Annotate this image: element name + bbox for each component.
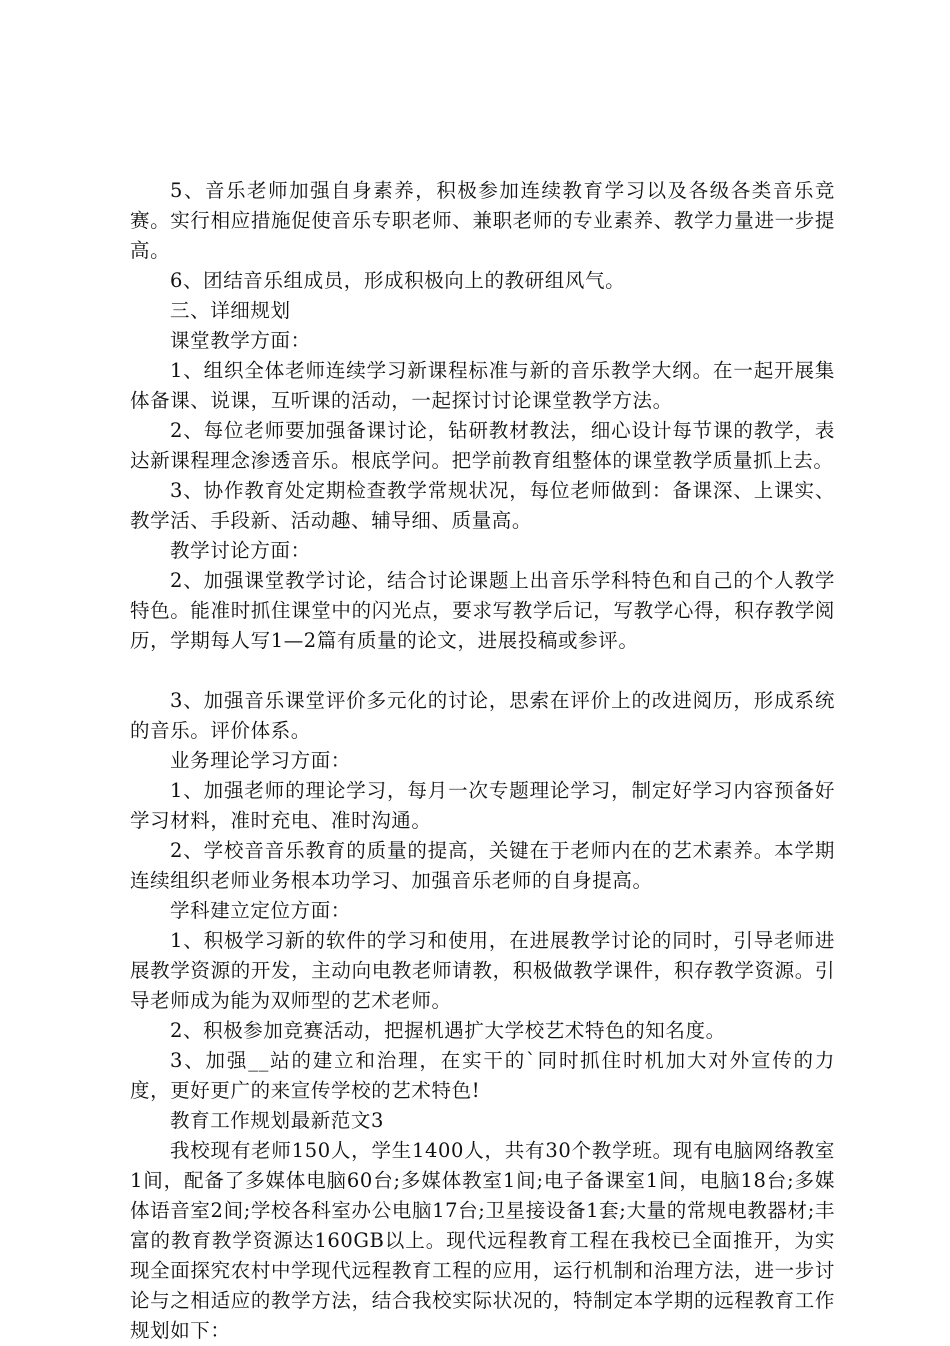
subheading-sample-3: 教育工作规划最新范文3 <box>170 1109 385 1132</box>
paragraph-discipline-3: 3、加强__站的建立和治理，在实干的`同时抓住时机加大对外宣传的力度，更好更广的来宣传学校的艺术特色! <box>130 1049 835 1102</box>
blank-line <box>130 656 835 686</box>
paragraph-discipline-2: 2、积极参加竞赛活动，把握机遇扩大学校艺术特色的知名度。 <box>170 1019 726 1042</box>
subheading-discipline: 学科建立定位方面： <box>170 899 351 922</box>
paragraph-classroom-1: 1、组织全体老师连续学习新课程标准与新的音乐教学大纲。在一起开展集体备课、说课，互听课的活动，一起探讨讨论课堂教学方法。 <box>130 359 835 412</box>
paragraph-theory-2: 2、学校音音乐教育的质量的提高，关键在于老师内在的艺术素养。本学期连续组织老师业务根本功学习、加强音乐老师的自身提高。 <box>130 839 835 892</box>
subheading-theory: 业务理论学习方面： <box>170 749 351 772</box>
paragraph-sample-3: 我校现有老师150人，学生1400人，共有30个教学班。现有电脑网络教室1间，配备了多媒体电脑60台;多媒体教室1间;电子备课室1间，电脑18台;多媒体语音室2间;学校各科室办公电脑17台;卫星接设备1套;大量的常规电教器材;丰富的教育教学资源达160GB以上。现代远程教育工程在我校已全面推开，为实现全面探究农村中学现代远程教育工程的应用，运行机制和治理方法，进一步讨论与之相适应的教学方法，结合我校实际状况的，特制定本学期的远程教育工作规划如下： <box>130 1139 835 1342</box>
subheading-research: 教学讨论方面： <box>170 539 311 562</box>
paragraph-research-2: 2、加强课堂教学讨论，结合讨论课题上出音乐学科特色和自己的个人教学特色。能准时抓住课堂中的闪光点，要求写教学后记，写教学心得，积存教学阅历，学期每人写1—2篇有质量的论文，进展投稿或参评。 <box>130 569 835 652</box>
paragraph-2: 6、团结音乐组成员，形成积极向上的教研组风气。 <box>170 269 626 292</box>
paragraph-classroom-3: 3、协作教育处定期检查教学常规状况，每位老师做到：备课深、上课实、教学活、手段新、活动趣、辅导细、质量高。 <box>130 479 835 532</box>
paragraph-research-3: 3、加强音乐课堂评价多元化的讨论，思索在评价上的改进阅历，形成系统的音乐。评价体系。 <box>130 689 835 742</box>
paragraph-1: 5、音乐老师加强自身素养，积极参加连续教育学习以及各级各类音乐竞赛。实行相应措施促使音乐专职老师、兼职老师的专业素养、教学力量进一步提高。 <box>130 179 835 262</box>
paragraph-discipline-1: 1、积极学习新的软件的学习和使用，在进展教学讨论的同时，引导老师进展教学资源的开发，主动向电教老师请教，积极做教学课件，积存教学资源。引导老师成为能为双师型的艺术老师。 <box>130 929 835 1012</box>
section-heading-plan: 三、详细规划 <box>170 299 291 322</box>
paragraph-classroom-2: 2、每位老师要加强备课讨论，钻研教材教法，细心设计每节课的教学，表达新课程理念渗透音乐。根底学问。把学前教育组整体的课堂教学质量抓上去。 <box>130 419 835 472</box>
paragraph-theory-1: 1、加强老师的理论学习，每月一次专题理论学习，制定好学习内容预备好学习材料，准时充电、准时沟通。 <box>130 779 835 832</box>
subheading-classroom: 课堂教学方面： <box>170 329 311 352</box>
document-body <box>130 176 835 1346</box>
